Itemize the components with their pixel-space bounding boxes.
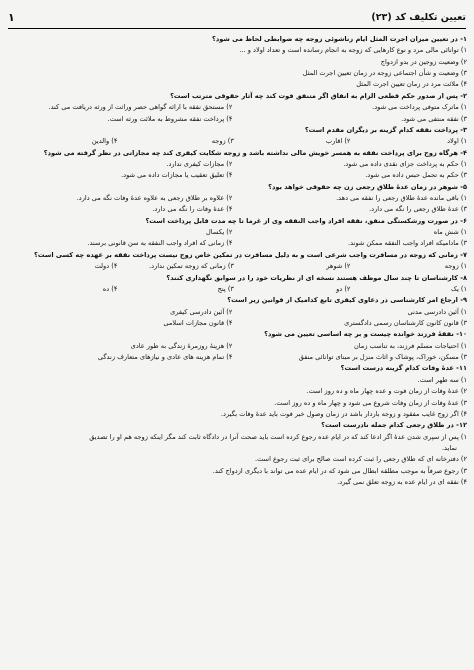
option-text: ۳) رجوع صرفاً به موجب مطلقه ابطال می شود که در ایام عده می تواند با دیگری ازدواج کند. — [212, 466, 467, 475]
option-text: ۳) عدهٔ طلاق رجعی را نگه می دارد. — [369, 205, 467, 214]
option-text: ۴) والدین — [91, 137, 118, 146]
option-text: ۱) یک — [451, 284, 467, 293]
option-text: ۲) اقارب — [325, 137, 351, 146]
option-text: ۴) نفقه ای در ایام عده به زوجه تعلق نمی گیرد. — [337, 478, 467, 487]
options-row — [7, 136, 467, 147]
options-row — [7, 307, 467, 318]
option-text: ۱) توانائی مالی مرد و نوع کارهایی که زوجه به انجام رسانده است و تعداد اولاد و ... — [239, 46, 467, 55]
option-text: ۱) حکم به پرداخت جزای نقدی داده می شود. — [343, 159, 467, 168]
option-text: ۲) عدهٔ وفات از زمان فوت و عده چهار ماه و ده روز است. — [306, 387, 467, 396]
options-row — [7, 227, 467, 238]
question-text: ۱۰- نفقهٔ فرزند خوانده چیست و بر چه اساسی تعیین می شود؟ — [264, 330, 467, 339]
option-text: ۳) مسکن، خوراک، پوشاک و اثاث منزل بر مبنای توانائی منفق — [298, 353, 467, 362]
option-text: نماید. — [441, 443, 457, 452]
option-text: ۴) ملائت مرد در زمان تعیین اجرت المثل — [356, 80, 467, 89]
question-text: ۵- شوهر در زمان عدهٔ طلاق رجعی زن چه حقوقی خواهد بود؟ — [268, 182, 467, 191]
option-text: ۲) مستحق نفقه با ارائه گواهی حصر وراثت از ورثه دریافت می کند. — [48, 103, 233, 112]
option-text: ۳) حکم به تحمل حبس داده می شود. — [365, 171, 467, 180]
question-text: ۴- هرگاه زوج برای پرداخت نفقه به همسر خویش مالی نداشته باشد و زوجه شکایت کیفری کند چه مجازاتی در نظر گرفته می شود؟ — [43, 148, 467, 157]
option-text: ۲) دفترخانه ای که طلاق رجعی را ثبت کرده است صالح برای ثبت رجوع است. — [254, 455, 467, 464]
option-text: ۴) قانون مجازات اسلامی — [163, 318, 233, 327]
options-row — [7, 318, 467, 329]
option-text: ۱) باقی مانده عدهٔ طلاق رجعی را نفقه می دهد. — [336, 194, 467, 203]
option-text: ۳) زمانی که زوجه تمکین ندارد. — [148, 262, 234, 271]
option-text: ۴) عدهٔ وفات را نگه می دارد. — [152, 205, 233, 214]
header-title: تعیین تکلیف کد (۲۳) — [371, 12, 466, 23]
option-text: ۴) زمانی که افراد واجب النفقه به سن قانونی برسند. — [87, 239, 233, 248]
options-row — [7, 114, 467, 125]
option-text: ۱) اولاد — [447, 137, 467, 146]
option-text: ۳) مادامیکه افراد واجب النفقه ممکن شوند. — [347, 239, 467, 248]
option-text: ۱) احتیاجات مسلم فرزند، به تناسب زمان — [353, 341, 467, 350]
option-text: ۴) ده — [102, 284, 118, 293]
question-text: ۹- ارجاع امر کارشناسی در دعاوی کیفری تابع کدامیک از قوانین زیر است؟ — [227, 296, 467, 305]
question-text: ۱۱- عدهٔ وفات کدام گزینه درست است؟ — [340, 364, 467, 373]
option-text: ۴) اگر زوج غایب مفقود و زوجه باردار باشد در زمان وصول خبر فوت باید عدهٔ وفات بگیرد. — [220, 409, 467, 418]
question-text: ۶- در صورت ورشکستگی منفق، نفقه افراد واجب النفقه وی از غرما تا چه مدت قابل پرداخت است؟ — [145, 216, 467, 225]
options-row — [7, 352, 467, 363]
option-text: ۲) یکسال — [206, 228, 233, 237]
options-row — [7, 238, 467, 249]
options-row — [7, 261, 467, 272]
question-text: ۱- در تعیین میزان اجرت المثل ایام زناشوئی زوجه چه ضوابطی لحاظ می شود؟ — [212, 35, 467, 43]
question-text: ۱۲- در طلاق رجعی کدام جمله نادرست است؟ — [321, 421, 467, 430]
option-text: ۳) نفقه منتفی می شود. — [401, 114, 467, 123]
option-text: ۱) سه طهر است. — [417, 375, 467, 384]
option-text: ۲) وضعیت زوجین در بدو ازدواج — [380, 57, 467, 66]
header-rule — [8, 28, 466, 29]
option-text: ۴) پرداخت نفقه مشروط به ملائت ورثه است. — [107, 114, 233, 123]
option-text: ۱) ماترک متوفی پرداخت می شود. — [372, 103, 467, 112]
option-text: ۱) پس از سپری شدن عدهٔ اگر ادعا کند که در ایام عده رجوع کرده است باید صحت آنرا در دادگاه ثابت کند مگر اینکه زوجه هم او را تصدیق — [89, 432, 467, 441]
question-text: ۳- پرداخت نفقه کدام گزینه بر دیگران مقدم است؟ — [304, 125, 467, 134]
option-text: ۱) زوجه — [444, 262, 467, 271]
options-row — [7, 204, 467, 215]
option-text: ۳) قانون کانون کارشناسان رسمی دادگستری — [344, 318, 467, 327]
options-row — [7, 284, 467, 295]
option-text: ۲) آئین دادرسی کیفری — [170, 307, 233, 316]
options-row — [7, 102, 467, 113]
page-number: ۱ — [8, 11, 15, 24]
option-text: ۴) تمام هزینه های عادی و نیازهای متعارف زندگی — [97, 353, 233, 362]
option-text: ۴) دولت — [94, 262, 118, 271]
options-row — [7, 341, 467, 352]
option-text: ۲) هزینهٔ روزمرهٔ زندگی به طور عادی — [130, 341, 233, 350]
option-text: ۳) زوجه — [211, 137, 234, 146]
option-text: ۲) دو — [336, 284, 351, 293]
question-text: ۷- زمانی که زوجه در مسافرت واجب شرعی است و به دلیل مسافرت در تمکین خاص زوج نیست پرداخت نفقه بر عهده چه کسی است؟ — [34, 250, 467, 259]
option-text: ۲) مجازات کیفری ندارد. — [166, 159, 233, 168]
option-text: ۱) آئین دادرسی مدنی — [407, 307, 467, 316]
option-text: ۳) عدهٔ وفات از زمان وفات شروع می شود و چهار ماه و ده روز است. — [274, 398, 467, 407]
option-text: ۳) پنج — [217, 284, 234, 293]
options-row — [7, 170, 467, 181]
options-row — [7, 193, 467, 204]
question-text: ۲- پس از صدور حکم قطعی الزام به انفاق اگر متنفق فوت کند چه آثار حقوقی مترتب است؟ — [170, 91, 467, 100]
option-text: ۴) تعلیق تعقیب یا مجازات داده می شود. — [121, 171, 233, 180]
option-text: ۲) شوهر — [326, 262, 351, 271]
option-text: ۲) علاوه بر طلاق رجعی به علاوه عدهٔ وفات نگه می دارد. — [76, 194, 233, 203]
option-text: ۳) وضعیت و شأن اجتماعی زوجه در زمان تعیین اجرت المثل — [302, 69, 467, 78]
question-list — [7, 34, 467, 488]
options-row — [7, 159, 467, 170]
option-text: ۱) شش ماه — [433, 228, 467, 237]
question-text: ۸- کارشناسان تا چند سال موظف هستند نسخه ای از نظریات خود را در سوابق نگهداری کنند؟ — [166, 273, 467, 282]
